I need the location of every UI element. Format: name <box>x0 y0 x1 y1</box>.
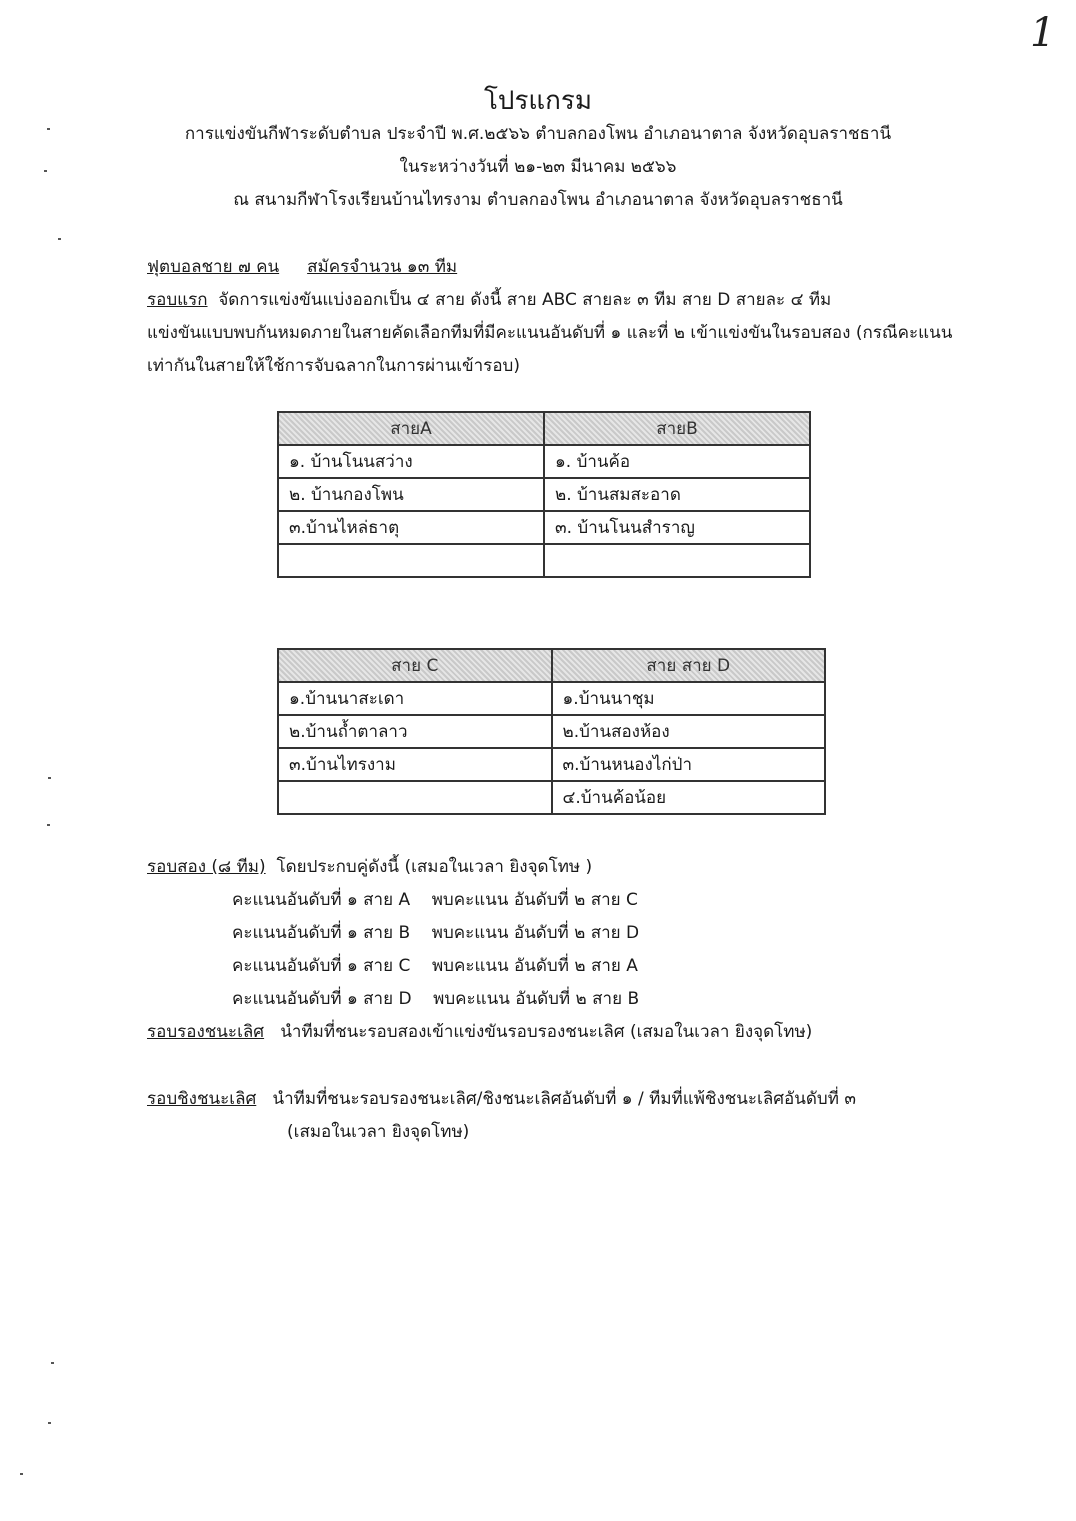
group-b-header: สายB <box>544 412 810 445</box>
subtitle-venue: ณ สนามกีฬาโรงเรียนบ้านไทรงาม ตำบลกองโพน อำเภอนาตาล จังหวัดอุบลราชธานี <box>233 190 843 210</box>
match-left: คะแนนอันดับที่ ๑ สาย D <box>232 989 412 1009</box>
round1-line2: แข่งขันแบบพบกันหมดภายในสายคัดเลือกทีมที่มีคะแนนอันดับที่ ๑ และที่ ๒ เข้าแข่งขันในรอบสอง (กรณีคะแนน <box>147 323 953 343</box>
document-title: โปรแกรม <box>483 86 593 116</box>
table-row <box>278 748 825 781</box>
group-a-header: สายA <box>278 412 544 445</box>
table-cell <box>278 544 544 577</box>
table-cell: ๓.บ้านไหล่ธาตุ <box>278 511 544 544</box>
page-number: 1 <box>1030 10 1056 56</box>
table-cell: ๓. บ้านโนนสำราญ <box>544 511 810 544</box>
table-cell: ๓.บ้านหนองไก่ป่า <box>552 748 826 781</box>
round1-text: จัดการแข่งขันแบ่งออกเป็น ๔ สาย ดังนี้ สาย ABC สายละ ๓ ทีม สาย D สายละ ๔ ทีม <box>218 290 832 310</box>
final-line2: (เสมอในเวลา ยิงจุดโทษ) <box>287 1122 470 1142</box>
round2-line <box>147 853 592 880</box>
scan-speck <box>20 1473 23 1475</box>
table-row <box>278 445 810 478</box>
scan-speck <box>44 170 47 172</box>
semifinal-text: นำทีมที่ชนะรอบสองเข้าแข่งขันรอบรองชนะเลิศ (เสมอในเวลา ยิงจุดโทษ) <box>280 1022 813 1042</box>
scan-speck <box>48 1422 51 1424</box>
round2-match <box>232 952 638 979</box>
match-right: พบคะแนน อันดับที่ ๒ สาย B <box>433 989 640 1009</box>
table-header-row <box>278 412 810 445</box>
table-cell: ๓.บ้านไทรงาม <box>278 748 552 781</box>
round2-match <box>232 919 639 946</box>
round2-text: โดยประกบคู่ดังนี้ (เสมอในเวลา ยิงจุดโทษ ) <box>276 857 593 877</box>
round2-match <box>232 985 639 1012</box>
table-row <box>278 511 810 544</box>
subtitle-dates: ในระหว่างวันที่ ๒๑-๒๓ มีนาคม ๒๕๖๖ <box>399 157 677 177</box>
table-header-row <box>278 649 825 682</box>
scan-speck <box>47 128 50 130</box>
group-d-header: สาย สาย D <box>552 649 826 682</box>
scan-speck <box>47 824 50 826</box>
table-cell: ๒.บ้านสองห้อง <box>552 715 826 748</box>
sport-name: ฟุตบอลชาย ๗ คน <box>147 257 280 277</box>
group-c-header: สาย C <box>278 649 552 682</box>
table-row <box>278 478 810 511</box>
scan-speck <box>51 1362 54 1364</box>
table-cell <box>544 544 810 577</box>
round1-label: รอบแรก <box>147 290 208 310</box>
table-cell <box>278 781 552 814</box>
match-right: พบคะแนน อันดับที่ ๒ สาย C <box>431 890 638 910</box>
table-cell: ๒.บ้านถ้ำตาลาว <box>278 715 552 748</box>
table-cell: ๒. บ้านกองโพน <box>278 478 544 511</box>
final-line <box>147 1085 856 1112</box>
table-cell: ๔.บ้านค้อน้อย <box>552 781 826 814</box>
match-right: พบคะแนน อันดับที่ ๒ สาย A <box>431 956 638 976</box>
table-cell: ๑. บ้านโนนสว่าง <box>278 445 544 478</box>
match-left: คะแนนอันดับที่ ๑ สาย A <box>232 890 411 910</box>
round1-line3: เท่ากันในสายให้ใช้การจับฉลากในการผ่านเข้ารอบ) <box>147 356 520 376</box>
semifinal-line <box>147 1018 812 1045</box>
registered-teams: สมัครจำนวน ๑๓ ทีม <box>307 257 458 277</box>
match-left: คะแนนอันดับที่ ๑ สาย C <box>232 956 411 976</box>
table-row <box>278 781 825 814</box>
round1-line <box>147 286 831 313</box>
round2-match <box>232 886 638 913</box>
table-cell: ๑.บ้านนาสะเดา <box>278 682 552 715</box>
table-row <box>278 544 810 577</box>
group-table-ab <box>277 411 811 578</box>
subtitle-competition: การแข่งขันกีฬาระดับตำบล ประจำปี พ.ศ.๒๕๖๖ ตำบลกองโพน อำเภอนาตาล จังหวัดอุบลราชธานี <box>184 124 892 144</box>
final-label: รอบชิงชนะเลิศ <box>147 1089 257 1109</box>
match-right: พบคะแนน อันดับที่ ๒ สาย D <box>431 923 640 943</box>
match-left: คะแนนอันดับที่ ๑ สาย B <box>232 923 411 943</box>
scan-speck <box>58 238 61 240</box>
scan-speck <box>48 777 51 779</box>
table-cell: ๒. บ้านสมสะอาด <box>544 478 810 511</box>
group-table-cd <box>277 648 826 815</box>
table-row <box>278 715 825 748</box>
semifinal-label: รอบรองชนะเลิศ <box>147 1022 265 1042</box>
table-row <box>278 682 825 715</box>
sport-heading <box>147 253 457 280</box>
table-cell: ๑.บ้านนาชุม <box>552 682 826 715</box>
round2-label: รอบสอง (๘ ทีม) <box>147 857 266 877</box>
final-text: นำทีมที่ชนะรอบรองชนะเลิศ/ชิงชนะเลิศอันดับที่ ๑ / ทีมที่แพ้ชิงชนะเลิศอันดับที่ ๓ <box>272 1089 856 1109</box>
table-cell: ๑. บ้านค้อ <box>544 445 810 478</box>
